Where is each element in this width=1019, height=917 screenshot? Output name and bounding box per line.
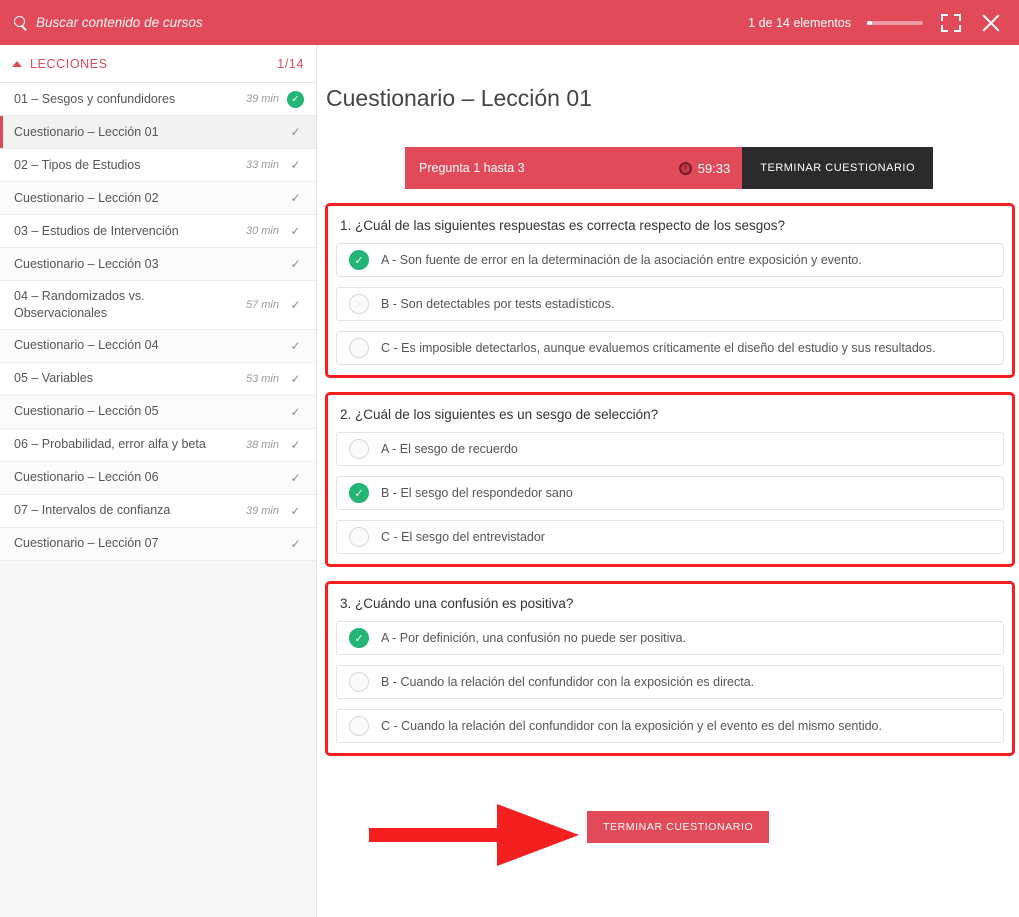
- radio-icon[interactable]: [349, 439, 369, 459]
- sidebar-item[interactable]: [0, 330, 316, 363]
- sidebar-item-duration: 53 min: [245, 372, 279, 385]
- quiz-footer: [317, 774, 1019, 894]
- radio-selected-icon[interactable]: ✓: [349, 628, 369, 648]
- main-content: [317, 45, 1019, 917]
- answer-label: B - Son detectables por tests estadísticos.: [381, 297, 615, 311]
- check-icon: ✓: [290, 470, 301, 485]
- sidebar-item[interactable]: [0, 215, 316, 248]
- answer-label: C - Es imposible detectarlos, aunque evaluemos críticamente el diseño del estudio y sus resultados.: [381, 341, 936, 355]
- sidebar-item[interactable]: [0, 281, 316, 330]
- question-text: 1. ¿Cuál de las siguientes respuestas es correcta respecto de los sesgos?: [340, 218, 785, 233]
- sidebar-item-duration: 33 min: [245, 159, 279, 171]
- sidebar-item[interactable]: [0, 116, 316, 149]
- finish-quiz-button-top[interactable]: TERMINAR CUESTIONARIO: [742, 147, 933, 189]
- answer-label: A - Son fuente de error en la determinación de la asociación entre exposición y evento.: [381, 253, 862, 267]
- check-icon: ✓: [290, 338, 301, 353]
- sidebar-item-label: Cuestionario – Lección 01: [14, 124, 159, 139]
- sidebar-item[interactable]: [0, 363, 316, 396]
- search-area: [0, 15, 336, 30]
- radio-icon[interactable]: [349, 294, 369, 314]
- sidebar-item-label: 05 – Variables: [14, 371, 93, 386]
- sidebar-item[interactable]: [0, 396, 316, 429]
- check-icon: ✓: [290, 257, 301, 271]
- sidebar-item[interactable]: [0, 182, 316, 215]
- search-icon: [14, 16, 28, 30]
- check-icon: ✓: [290, 437, 301, 452]
- sidebar-item-duration: 57 min: [245, 298, 279, 311]
- completed-check-icon: ✓: [287, 91, 304, 108]
- sidebar-item-label: 01 – Sesgos y confundidores: [14, 91, 176, 106]
- sidebar-item[interactable]: [0, 528, 316, 561]
- question-block: [325, 392, 1015, 567]
- progress-label: 1 de 14 elementos: [748, 15, 851, 30]
- lessons-count: 1/14: [277, 56, 304, 71]
- question-block: [325, 581, 1015, 756]
- sidebar-item[interactable]: [0, 495, 316, 528]
- sidebar-item-duration: 39 min: [245, 93, 279, 105]
- sidebar-item-label: 06 – Probabilidad, error alfa y beta: [14, 437, 206, 452]
- sidebar-item-duration: 30 min: [245, 225, 279, 237]
- lessons-header[interactable]: [0, 45, 316, 83]
- answer-label: A - Por definición, una confusión no puede ser positiva.: [381, 631, 687, 645]
- sidebar-item-label: Cuestionario – Lección 06: [14, 470, 159, 485]
- check-icon: ✓: [290, 404, 301, 419]
- sidebar-item-duration: 38 min: [245, 438, 279, 451]
- sidebar-item-label: 07 – Intervalos de confianza: [14, 503, 171, 518]
- radio-icon[interactable]: [349, 672, 369, 692]
- check-icon: ✓: [290, 297, 301, 312]
- sidebar-item-label: Cuestionario – Lección 02: [14, 190, 159, 205]
- check-icon: ✓: [290, 503, 301, 518]
- answer-label: C - Cuando la relación del confundidor con la exposición y el evento es del mismo sentido.: [381, 719, 882, 733]
- check-icon: ✓: [290, 125, 301, 139]
- radio-icon[interactable]: [349, 338, 369, 358]
- quiz-status-bar: [405, 147, 933, 189]
- sidebar-item[interactable]: [0, 83, 316, 116]
- sidebar-item-label: Cuestionario – Lección 03: [14, 256, 159, 271]
- check-icon: ✓: [290, 536, 301, 551]
- answer-option[interactable]: [336, 476, 1004, 510]
- radio-selected-icon[interactable]: ✓: [349, 250, 369, 270]
- sidebar-item-label: Cuestionario – Lección 07: [14, 536, 159, 551]
- questions-container: [317, 203, 1019, 756]
- sidebar-item-label: 04 – Randomizados vs. Observacionales: [14, 289, 145, 320]
- sidebar-item-label: Cuestionario – Lección 04: [14, 338, 159, 353]
- check-icon: ✓: [290, 158, 301, 172]
- close-icon[interactable]: [979, 11, 1003, 35]
- radio-icon[interactable]: [349, 527, 369, 547]
- clock-icon: [679, 162, 692, 175]
- sidebar-item[interactable]: [0, 462, 316, 495]
- quiz-progress-text: Pregunta 1 hasta 3: [419, 161, 525, 175]
- quiz-timer: [679, 161, 743, 176]
- answer-label: B - El sesgo del respondedor sano: [381, 486, 573, 500]
- finish-quiz-button-bottom[interactable]: TERMINAR CUESTIONARIO: [587, 811, 769, 843]
- sidebar-item-label: Cuestionario – Lección 05: [14, 404, 159, 419]
- top-bar-right: [748, 11, 1019, 35]
- sidebar-item[interactable]: [0, 248, 316, 281]
- question-text: 2. ¿Cuál de los siguientes es un sesgo de selección?: [340, 407, 659, 422]
- sidebar-item-duration: 39 min: [245, 504, 279, 517]
- radio-selected-icon[interactable]: ✓: [349, 483, 369, 503]
- check-icon: ✓: [290, 371, 301, 386]
- answer-option[interactable]: [336, 520, 1004, 554]
- answer-option[interactable]: [336, 665, 1004, 699]
- answer-label: C - El sesgo del entrevistador: [381, 530, 545, 544]
- quiz-timer-value: 59:33: [697, 160, 731, 176]
- answer-option[interactable]: [336, 243, 1004, 277]
- lessons-header-label: LECCIONES: [30, 56, 108, 71]
- expand-icon[interactable]: [939, 11, 963, 35]
- sidebar-item[interactable]: [0, 149, 316, 182]
- answer-label: A - El sesgo de recuerdo: [381, 442, 518, 456]
- lesson-list: [0, 83, 316, 561]
- sidebar-item-label: 03 – Estudios de Intervención: [14, 223, 179, 238]
- page-title: Cuestionario – Lección 01: [326, 85, 592, 111]
- progress-bar: [867, 21, 923, 25]
- answer-option[interactable]: [336, 432, 1004, 466]
- sidebar-item[interactable]: [0, 429, 316, 462]
- answer-option[interactable]: [336, 621, 1004, 655]
- progress-bar-fill: [867, 21, 872, 25]
- question-text: 3. ¿Cuándo una confusión es positiva?: [340, 596, 574, 611]
- check-icon: ✓: [290, 224, 301, 238]
- chevron-up-icon: [12, 61, 22, 67]
- answer-label: B - Cuando la relación del confundidor con la exposición es directa.: [381, 675, 755, 689]
- radio-icon[interactable]: [349, 716, 369, 736]
- pointer-arrow-annotation: [369, 802, 579, 868]
- question-block: [325, 203, 1015, 378]
- answer-option[interactable]: [336, 287, 1004, 321]
- sidebar: [0, 45, 317, 917]
- answer-option[interactable]: [336, 709, 1004, 743]
- top-bar: [0, 0, 1019, 45]
- check-icon: ✓: [290, 191, 301, 205]
- search-input[interactable]: [36, 15, 336, 30]
- answer-option[interactable]: [336, 331, 1004, 365]
- sidebar-item-label: 02 – Tipos de Estudios: [14, 157, 141, 172]
